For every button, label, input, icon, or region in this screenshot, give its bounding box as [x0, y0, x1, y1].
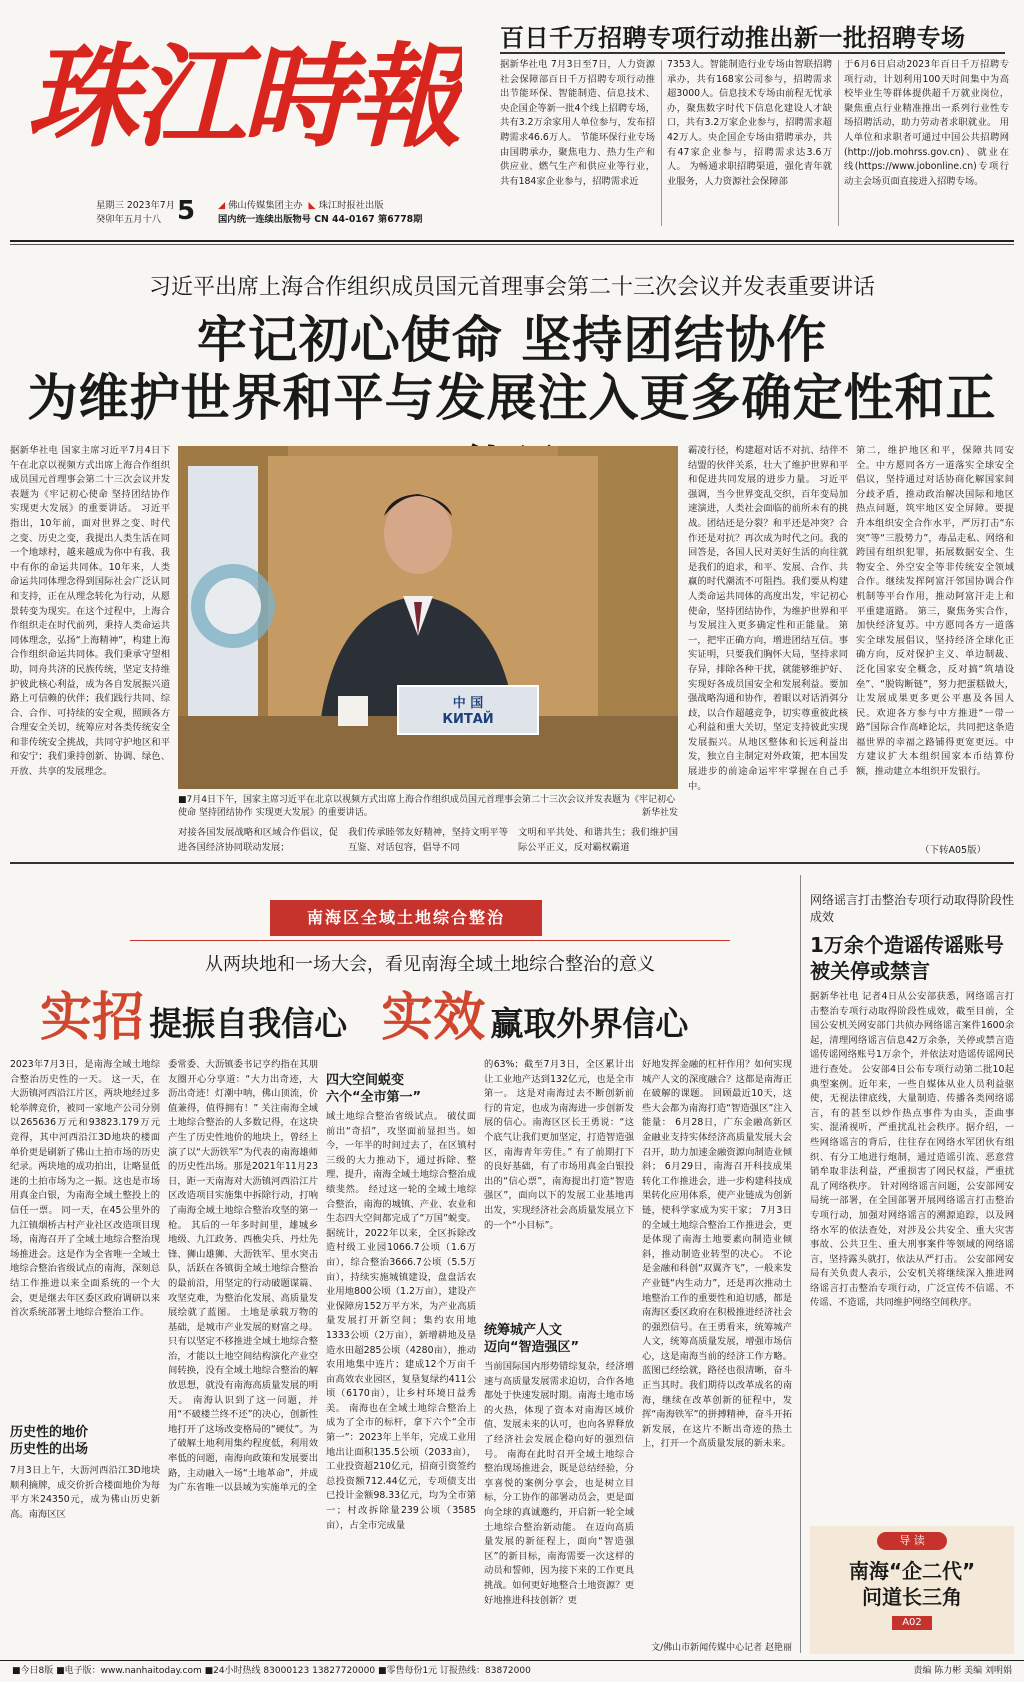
day-number: 5: [177, 196, 196, 226]
brief-kicker: 网络谣言打击整治专项行动取得阶段性成效: [810, 893, 1015, 924]
lead-headline-1[interactable]: 牢记初心使命 坚持团结协作: [196, 311, 828, 369]
lead-headline-2[interactable]: 为维护世界和平与发展注入更多确定性和正: [27, 369, 997, 427]
photo-caption: ■7月4日下午，国家主席习近平在北京以视频方式出席上海合作组织成员国元首理事会第二十三次会议并发表题为《牢记初心使命 坚持团结协作 实现更大发展》的重要讲话。 新华社发: [178, 795, 678, 818]
date-line: 星期三 2023年7月 癸卯年五月十八: [96, 200, 176, 225]
section-rule: [10, 862, 1014, 864]
nanhai-byline: 文/佛山市新闻传媒中心记者 赵艳丽: [651, 1643, 792, 1653]
guide-box[interactable]: [810, 1526, 1014, 1654]
nanhai-col1-tail: 7月3日上午，大沥河西沿江3D地块顺利摘牌，成交价折合楼面地价为每平方米24350元，成为佛山历史新高。南海区区: [10, 1465, 160, 1520]
nanhai-col4b: 当前国际国内形势错综复杂，经济增速与高质量发展需求迫切，合作各地都处于快速发展时期。南海土地市场的火热，体现了资本对南海区域价值、发展未来的认可，也向各界释放了经济社会发展企稳向好的强烈信号。 南海在此时召开全域土地综合整治现场推进会，既是总结经验，分享喜悦的案例分享会，也是树立目标，分工协作的部署动员会，更是面向全球的真诚邀约，开启新一轮全域土地综合整治新动能。 在迈向高质量发展的新征程上，面向“智造强区”的新目标，南海需要一次这样的动员和誓师，因为接下来的工作更具挑战。如何更好地整合土地资源？更好地推进科技创新？更: [484, 1361, 634, 1606]
footer-info: ■今日8版 ■电子版：www.nanhaitoday.com ■24小时热线 83000123 13827720000 ■零售每份1元 订报热线：83872000: [12, 1666, 531, 1676]
banner-rule: [130, 940, 730, 941]
nanhai-headline[interactable]: 实招 提振自我信心 实效 赢取外界信心: [40, 987, 689, 1048]
nanhai-col4: 的63%；截至7月3日，全区累计出让工业地产达到132亿元，也是全市第一。 这是对南海过去不断创新前行的肯定，也成为南海进一步创新发展的信心。南海区区长王勇说：“这个底气让我们更加坚定，打造智造强区，南海青年劳佳。” 有了前期打下的良好基础，有了市场用真金白银投出的“信心票”，南海提出打造“智造强区”，面向以下的发展工业基地再出发，实现经济社会高质量发展立下的一个“小目标”。: [484, 1059, 634, 1231]
photo-illustration-icon: [178, 446, 678, 789]
lead-photo[interactable]: [178, 446, 678, 789]
nanhai-col1: 2023年7月3日，是南海全域土地综合整治历史性的一天。 这一天，在大沥镇河西沿江片区，两块地经过多轮举牌竞价，被同一家地产公司分别以265636万元和93823.179万元竞得，其中河西沿江3D地块的楼面单价更是刷新了佛山土拍市场的历史纪录。两块地的成功拍出，让略显低迷的土拍市场为之一振。这也是市场用真金白银，为南海全域土整投上的信任一票。 同一天，在45公里外的九江镇烟桥古村产业社区改造项目现场，南海召开了全域土地综合整治现场推进会。这是作为全省唯一全域土地综合整治省级试点的南海，深刻总结工作推进以来全面系统的一个大会，更是继去年区委区政府调研以来首次系统部署土地综合整治工作。: [10, 1059, 160, 1319]
divider: [661, 60, 662, 226]
masthead-rule: [10, 240, 1014, 242]
nanhai-col3: 域土地综合整治省级试点。 破仗面前出“奇招”，攻坚面前显担当。如今，一年半的时间过去了，在区镇村三级的大力推动下，通过拆除、整理、提升，南海全域土地综合整治成绩斐然。 经过这一轮的全域土地综合整治，南海的城镇、产业、农业和生态四大空间都完成了“万国”蜕变。据统计，2022年以来，全区拆除改造村级工业园1066.7公顷（1.6万亩），综合整治3666.7公顷（5.5万亩），持续实施城镇建设，盘盘活农业用地800公顷（1.2万亩），建设产业保障房152万平方米，为产业高质量发展打开新空间；集约农用地1333公顷（2万亩），新增耕地及垦造水田超285公顷（4280亩），推动农用地集中连片；建成12个万亩千亩高效农业园区，复垦复绿约411公顷（6170亩），让乡村环境日益秀美。 南海也在全域土地综合整治上成为了全市的标杆，拿下六个“全市第一”：2023年上半年，完成工业用地出让面积135.5公顷（2033亩），工业投资超210亿元，招商引资签约总投资额712.44亿元，专项债支出已投计金额98.33亿元，均为全市第一；村改拆除量239公顷（3585亩），占全市完成量: [326, 1111, 476, 1531]
lead-col-left: 据新华社电 国家主席习近平7月4日下午在北京以视频方式出席上海合作组织成员国元首理事会第二十三次会议并发表题为《牢记初心使命 坚持团结协作 实现更大发展》的重要讲话。 习近平指出，10年前，面对世界之变、时代之变、历史之变，我提出人类生活在同一个地球村，越来越成为你中有我、我中有你的命运共同体。10年来，人类命运共同体理念得到国际社会广泛认同和支持，正在从理念转化为行动，从愿景转变为现实。在这个过程中，上海合作组织走在时代前列，秉持人类命运共同体理念，弘扬“上海精神”，构建上海合作组织命运共同体。我们秉承守望相助，同舟共济的民族传统，坚定支持维护彼此核心利益，成为各自发展振兴道路上可信赖的伙伴；我们践行共同、综合、合作、可持续的安全观，照顾各方合理安全关切，统筹应对各类传统安全和非传统安全挑战，共同守护地区和平和安宁；我们秉持创新、协调、绿色、开放、共享的发展理念。: [10, 445, 170, 778]
continued-note[interactable]: （下转A05版）: [920, 845, 987, 856]
brief-title[interactable]: 1万余个造谣传谣账号被关停或禁言: [810, 933, 1004, 983]
nanhai-banner: 南海区全域土地综合整治: [270, 900, 542, 936]
masthead-logo: [22, 28, 462, 158]
svg-text:珠江時報: 珠江時報: [26, 32, 458, 158]
guide-title: 南海“企二代” 问道长三角: [848, 1559, 976, 1609]
under-photo-col2: 我们传承睦邻友好精神，坚持文明平等互鉴、对话包容，倡导不同: [348, 827, 508, 853]
lead-col-mid: 霸凌行径，构建超对话不对抗、结伴不结盟的伙伴关系，壮大了维护世界和平和促进共同发展的进步力量。 习近平强调，当今世界变乱交织，百年变局加速演进，人类社会面临的前所未有的挑战。团结还是分裂？和平还是冲突？合作还是对抗？再次成为时代之问。我的回答是，各国人民对美好生活的向往就是我们的追求，和平、发展、合作、共赢的时代潮流不可阻挡。我们要从构建人类命运共同体的高度出发，牢记初心使命，坚持团结协作，为维护世界和平与发展注入更多确定性和正能量。 第一，把牢正确方向，增进团结互信。事实证明，只要我们胸怀大局，坚持求同存异，排除各种干扰，就能够维护好、实现好各成员国安全和发展利益。要加强战略沟通和协作，着眼以对话消弭分歧，以合作超越竞争，切实尊重彼此核心利益和重大关切，坚定支持彼此实现发展振兴。从地区整体和长远利益出发，独立自主制定对外政策，把本国发展进步的前途命运牢牢掌握在自己手中。: [688, 445, 848, 792]
top-story-col3: 于6月6日启动2023年百日千万招聘专项行动，计划利用100天时间集中为高校毕业生等群体提供超千万就业岗位，聚焦重点行业精准推出一系列行业性专场招聘活动，助力劳动者求职就业。 用人单位和求职者可通过中国公共招聘网(http://job.mohrss.gov.cn)、就业在线(https://www.jobonline.cn)专项行动主会场页面直接进入招聘专场。: [844, 59, 1009, 187]
nanhai-col2: 委常委、大沥镇委书记亨约指在其朋友圈开心分享道：“大力出奇迹，大沥出奇迹！灯潮中呐，佛山顶流，价值兼得，值得拥有！” 关注南海全域土地综合整治的人多数记得，在这块产生了历史性地价的地块上，曾经上演了以“大沥铁军”为代表的南海雄师的历史性出场。那是2021年11月23日，距一天南海对大沥镇河西沿江片区改造项目实施集中拆除行动，打响了南海全域土地综合整治攻坚的第一枪。 其后的一年多时间里，雄城乡地级、九江政务、西樵尖兵、丹灶先锋、狮山雄狮、大沥铁军、里水突击队，活跃在各镇街全域土地综合整治的最前沿，用坚定的行动破题谋篇、攻坚克难，为整治化发展、高质量发展绘就了蓝图。 土地是承载万物的基础，是城市产业发展的财富之母。只有以坚定不移推进全域土地综合整治，才能以土地空间结构演化产业空间转换，没有全域土地综合整治的解放思想，就没有南海高质量发展的明天。 南海认识到了这一问题，并用“不破楼兰终不还”的决心，创新性地打开了这场改变格局的“硬仗”。为了破解土地利用集约程度低，利用效率低的问题，南海向政策和发展要出路，主动融入一场“土地革命”，并成为广东省唯一以县域为实施单元的全: [168, 1059, 318, 1494]
under-photo-col1: 对接各国发展战略和区域合作倡议，促进各国经济协同联动发展；: [178, 827, 338, 853]
top-story-col1: 据新华社电 7月3日至7日，人力资源社会保障部百日千万招聘专项行动推出节能环保、智能制造、信息技术、央企国企等新一批4个线上招聘专场，共有3.2万余家用人单位参与，发布招聘需求46.6万人。 节能环保行业专场由国聘承办，聚焦电力、热力生产和供应业、燃气生产和供应业等行业，共有184家企业参与，招聘需求近: [500, 59, 655, 187]
divider: [838, 60, 839, 226]
publisher-info: ◢ 佛山传媒集团主办 ◣ 珠江时报社出版 国内统一连续出版物号 CN 44-0167 第6778期: [218, 200, 423, 225]
guide-page: A02: [892, 1616, 932, 1630]
under-photo-col3: 文明和平共处、和谐共生；我们维护国际公平正义，反对霸权霸道: [518, 827, 678, 853]
guide-label: 导 读: [877, 1532, 947, 1550]
nanhai-col5: 好地发挥金融的杠杆作用？如何实现城产人文的深度融合？这都是南海正在破解的课题。 回顾最近10天，这些大会都为南海打造“智造强区”注入能量： 6月28日，广东金融高新区金融业支持实体经济高质量发展大会召开，助力加速金融资源向制造业倾斜； 6月29日，南海召开科技成果转化工作推进会，进一步构建科技成果转化应用体系，使产业链成为创新链，使科学家成为实干家； 7月3日的全域土地综合整治工作推进会，更是体现了南海土地要素向制造业倾斜，推动制造业转型的决心。 不论是金融和科创“双翼齐飞”，一般来发产业链“内生动力”，还是再次推动土地整治工作的重要性和迫切感，都是南海区委区政府在积极推进经济社会的强烈信号。在王勇看来，统筹城产人文，统筹高质量发展，增强市场信心，这是南海当前的经济工作方略。 蓝图已经绘就，路径也很清晰，奋斗正当其时。我们期待以改革成名的南海，继续在改革创新的征程中，发挥“南海铁军”的拼搏精神，奋斗开拓新发展，在这片不断出奇迹的热土上，打开一个高质量发展的新未来。: [642, 1059, 792, 1450]
nanhai-subhead: 从两块地和一场大会，看见南海全域土地综合整治的意义: [205, 954, 655, 975]
masthead-rule-thin: [10, 244, 1014, 245]
logo-calligraphy-icon: [22, 28, 462, 158]
top-story-col2: 7353人。智能制造行业专场由智联招聘承办，共有168家公司参与，招聘需求超3000人。信息技术专场由前程无忧承办，聚焦数字时代下信息化建设人才缺口，共有3.2万家企业参与，招聘需求超42万人。央企国企专场由猎聘承办，共有47家企业参与，招聘需求达3.6万人。 为畅通求职招聘渠道，强化青年就业服务，人力资源社会保障部: [667, 59, 832, 187]
lead-kicker: 习近平出席上海合作组织成员国元首理事会第二十三次会议并发表重要讲话: [148, 275, 875, 300]
footer-editors: 责编 陈力彬 美编 刘明娟: [913, 1666, 1012, 1676]
brief-body: 据新华社电 记者4日从公安部获悉，网络谣言打击整治专项行动取得阶段性成效，截至目前，全国公安机关网安部门共侦办网络谣言案件1600余起，清理网络谣言信息42万余条，关停或禁言造谣传谣网络账号1万余个，并依法对造谣传谣网民进行查处。 公安部4日公布专项行动第二批10起典型案例。近年来，一些自媒体从业人员利益驱使，无视法律底线，大量制造、传播各类网络谣言，有的甚至以炒作热点事件为由头，歪曲事实、混淆视听，严重扰乱社会秩序。据介绍，一些网络谣言的背后，往往存在网络水军团伙有组织、有分工地进行炮制，通过造谣引流、恶意营销牟取非法利益，严重损害了网民权益，严重扰乱了网络秩序。 针对网络谣言问题，公安部网安局统一部署，在全国部署开展网络谣言打击整治专项行动，加强对网络谣言的溯源追踪，以及网络水军的依法查处，对涉及公共安全、重大灾害事故、公共卫生、重大刑事案件等领域的网络谣言，坚持露头就打，依法从严打击。 公安部网安局有关负责人表示，公安机关将继续深入推进网络谣言打击整治专项行动，广泛宣传不信谣、不传谣、不造谣，共同维护网络空间秩序。: [810, 991, 1014, 1309]
nanhai-col3-subtitle: 四大空间蜕变 六个“全市第一”: [326, 1073, 422, 1105]
nanhai-col4-subtitle: 统筹城产人文 迈向“智造强区”: [484, 1323, 580, 1355]
nameplate: 中 国 КИТАЙ: [442, 696, 494, 727]
publisher-logo-icon: ◢: [218, 200, 226, 211]
divider: [800, 875, 801, 1653]
footer: [0, 1660, 1024, 1682]
nanhai-col1-subtitle: 历史性的地价 历史性的出场: [10, 1425, 89, 1457]
top-headline-rule: [500, 52, 1005, 54]
lead-col-right: 第二，维护地区和平，保障共同安全。中方愿同各方一道落实全球安全倡议，坚持通过对话协商化解国家间分歧矛盾，推动政治解决国际和地区热点问题，筑牢地区安全屏障。要提升本组织安全合作水平，严厉打击“东突”等“三股势力”，毒品走私、网络和跨国有组织犯罪，拓展数据安全、生物安全、外空安全等非传统安全领域合作。继续发挥阿富汗邻国协调合作机制等平台作用，推动阿富汗走上和平重建道路。 第三，聚焦务实合作，加快经济复苏。中方愿同各方一道落实全球发展倡议，坚持经济全球化正确方向，反对保护主义、单边制裁、泛化国家安全概念，反对搞“筑墙设垒”、“脱钩断链”，努力把蛋糕做大，让发展成果更多更公平惠及各国人民。欢迎各方参与中方推进“一带一路”国际合作高峰论坛，共同把这条造福世界的幸福之路铺得更宽更远。中方建议扩大本组织国家本币结算份额，推动建立本组织开发银行。: [856, 445, 1014, 778]
publisher-logo-icon: ◣: [308, 200, 316, 211]
top-headline[interactable]: 百日千万招聘专项行动推出新一批招聘专场: [500, 23, 966, 52]
